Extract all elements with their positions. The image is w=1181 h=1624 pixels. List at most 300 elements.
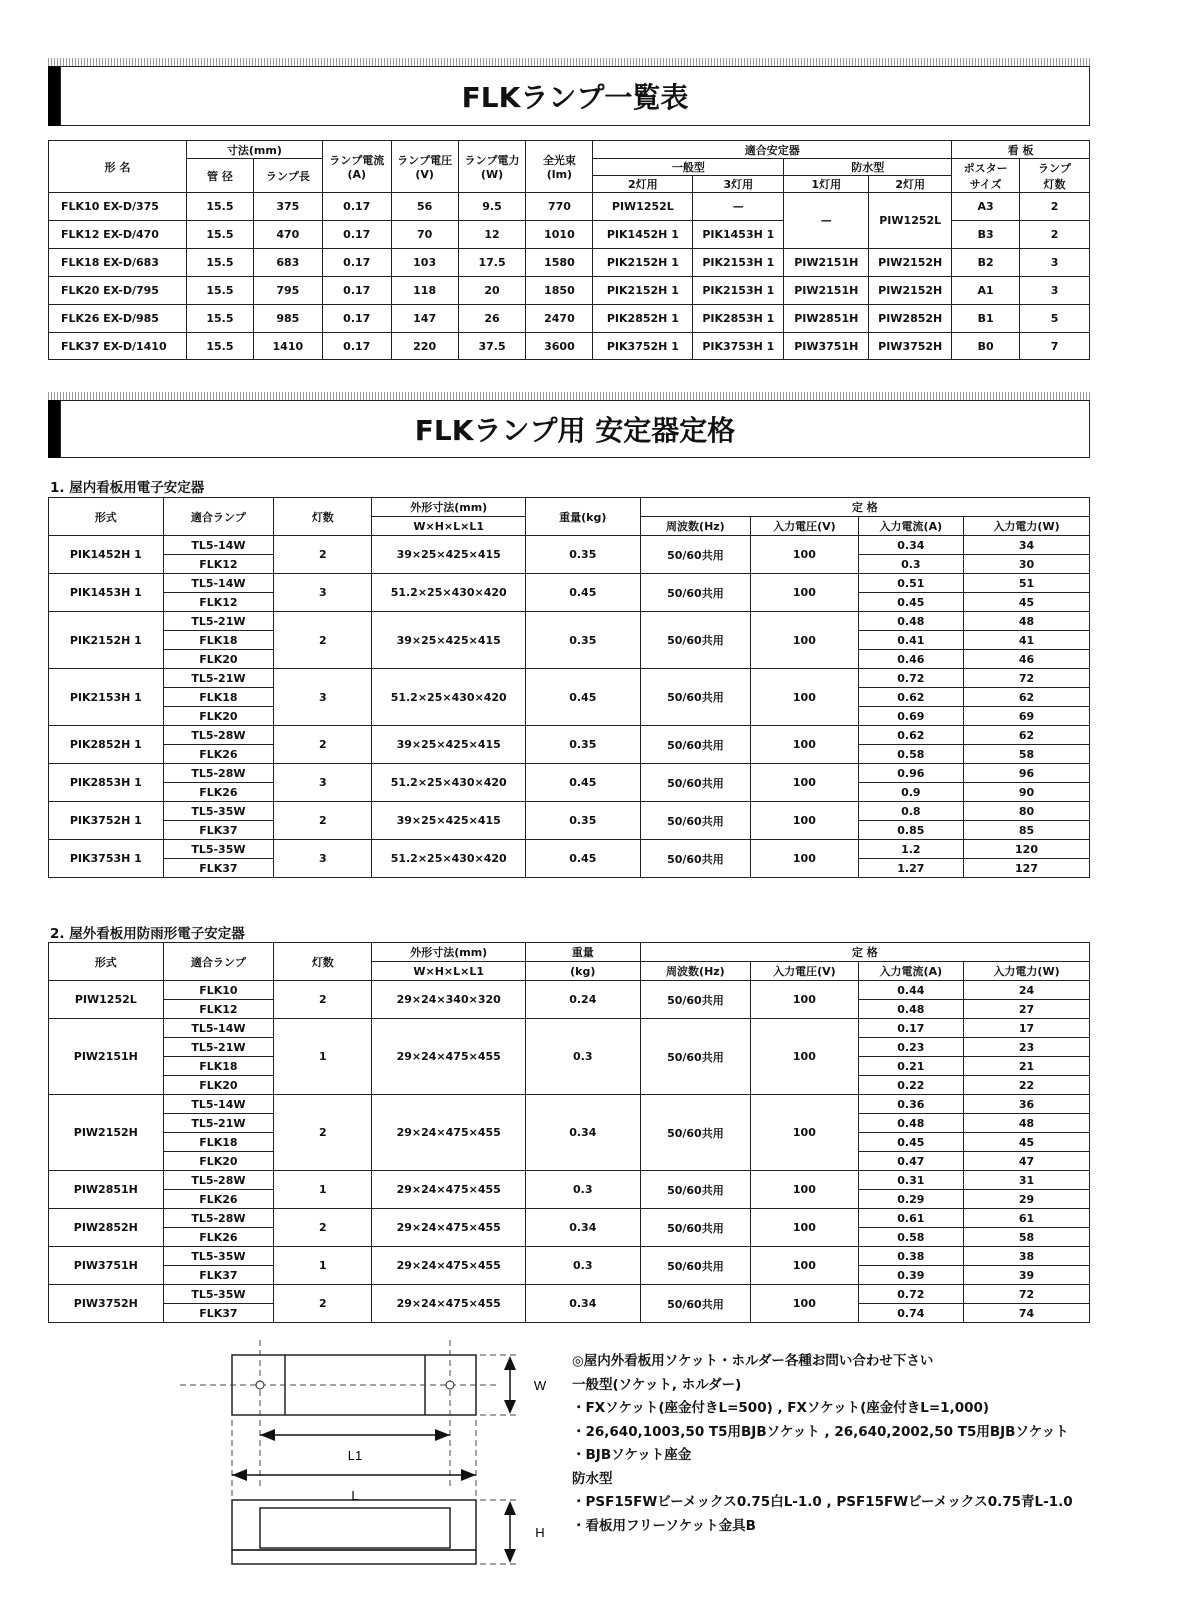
table-cell: 7 bbox=[1020, 333, 1090, 360]
table-row bbox=[49, 764, 1090, 783]
power-cell: 74 bbox=[964, 1304, 1090, 1323]
count-cell: 1 bbox=[274, 1171, 372, 1209]
power-cell: 61 bbox=[964, 1209, 1090, 1228]
table-cell: A1 bbox=[952, 277, 1020, 305]
table-cell: 2 bbox=[1020, 221, 1090, 249]
current-cell: 0.51 bbox=[858, 574, 963, 593]
model-cell: PIW2151H bbox=[49, 1019, 164, 1095]
banner-bar bbox=[48, 66, 60, 126]
freq-cell: 50/60共用 bbox=[640, 612, 751, 669]
vin-cell: 100 bbox=[751, 536, 858, 574]
note-line: ・看板用フリーソケット金具B bbox=[572, 1517, 756, 1534]
lamp-cell: TL5-21W bbox=[163, 669, 274, 688]
header-count: 灯数 bbox=[274, 498, 372, 536]
outdoor-ballast-table bbox=[48, 942, 1090, 1323]
header-vin: 入力電圧(V) bbox=[751, 517, 858, 536]
table-cell: 9.5 bbox=[458, 193, 526, 221]
vin-cell: 100 bbox=[751, 1019, 858, 1095]
lamp-cell: TL5-35W bbox=[163, 840, 274, 859]
table-row bbox=[49, 305, 1090, 333]
table-cell: A3 bbox=[952, 193, 1020, 221]
current-cell: 0.22 bbox=[858, 1076, 963, 1095]
dims-cell: 29×24×340×320 bbox=[372, 981, 526, 1019]
header-lamp: 適合ランプ bbox=[163, 498, 274, 536]
table-cell: 3 bbox=[1020, 277, 1090, 305]
current-cell: 0.45 bbox=[858, 593, 963, 612]
table-cell: PIK1452H 1 bbox=[593, 221, 693, 249]
power-cell: 23 bbox=[964, 1038, 1090, 1057]
dims-cell: 29×24×475×455 bbox=[372, 1285, 526, 1323]
power-cell: 47 bbox=[964, 1152, 1090, 1171]
lamp-cell: FLK20 bbox=[163, 650, 274, 669]
header-lumen: 全光束 (lm) bbox=[526, 141, 593, 193]
table-row bbox=[49, 1285, 1090, 1304]
model-cell: PIW3752H bbox=[49, 1285, 164, 1323]
freq-cell: 50/60共用 bbox=[640, 726, 751, 764]
count-cell: 2 bbox=[274, 981, 372, 1019]
weight-cell: 0.45 bbox=[525, 574, 640, 612]
table-row bbox=[49, 612, 1090, 631]
title-box bbox=[60, 400, 1090, 458]
count-cell: 1 bbox=[274, 1247, 372, 1285]
current-cell: 0.69 bbox=[858, 707, 963, 726]
power-cell: 17 bbox=[964, 1019, 1090, 1038]
lamp-cell: TL5-14W bbox=[163, 574, 274, 593]
header-count: 灯数 bbox=[274, 943, 372, 981]
count-cell: 2 bbox=[274, 1095, 372, 1171]
lamp-cell: FLK18 bbox=[163, 1057, 274, 1076]
table-cell: 15.5 bbox=[186, 277, 253, 305]
freq-cell: 50/60共用 bbox=[640, 574, 751, 612]
current-cell: 0.21 bbox=[858, 1057, 963, 1076]
header-iin: 入力電流(A) bbox=[858, 962, 963, 981]
model-cell: PIK1453H 1 bbox=[49, 574, 164, 612]
table-cell: PIK2153H 1 bbox=[693, 277, 784, 305]
note-line: ・FXソケット(座金付きL=500) , FXソケット(座金付きL=1,000) bbox=[572, 1400, 990, 1416]
header-iin: 入力電流(A) bbox=[858, 517, 963, 536]
table-cell: PIK3753H 1 bbox=[693, 333, 784, 360]
header-weight-unit: (kg) bbox=[525, 962, 640, 981]
count-cell: 2 bbox=[274, 1285, 372, 1323]
table-cell: PIK1453H 1 bbox=[693, 221, 784, 249]
model-cell: PIW2152H bbox=[49, 1095, 164, 1171]
table-cell: B2 bbox=[952, 249, 1020, 277]
count-cell: 2 bbox=[274, 612, 372, 669]
table-cell: PIW2152H bbox=[869, 277, 952, 305]
current-cell: 0.96 bbox=[858, 764, 963, 783]
header-2lamp-wp: 2灯用 bbox=[869, 176, 952, 193]
header-1lamp: 1灯用 bbox=[784, 176, 869, 193]
vin-cell: 100 bbox=[751, 1095, 858, 1171]
merged-cell: — bbox=[784, 193, 869, 249]
table-cell: PIK2152H 1 bbox=[593, 249, 693, 277]
table-cell: PIK2853H 1 bbox=[693, 305, 784, 333]
label-l1: L1 bbox=[347, 1448, 363, 1463]
label-h: H bbox=[535, 1525, 545, 1540]
lamp-cell: TL5-14W bbox=[163, 1095, 274, 1114]
title-box bbox=[60, 66, 1090, 126]
header-model: 形式 bbox=[49, 943, 164, 981]
dims-cell: 29×24×475×455 bbox=[372, 1095, 526, 1171]
table-cell: 15.5 bbox=[186, 221, 253, 249]
dims-cell: 39×25×425×415 bbox=[372, 612, 526, 669]
freq-cell: 50/60共用 bbox=[640, 1095, 751, 1171]
table-cell: 375 bbox=[253, 193, 322, 221]
header-current: ランプ電流 (A) bbox=[322, 141, 391, 193]
power-cell: 30 bbox=[964, 555, 1090, 574]
lamp-cell: FLK20 bbox=[163, 1152, 274, 1171]
weight-cell: 0.34 bbox=[525, 1285, 640, 1323]
table-cell: 15.5 bbox=[186, 249, 253, 277]
power-cell: 96 bbox=[964, 764, 1090, 783]
table-row bbox=[49, 333, 1090, 360]
lamp-cell: FLK26 bbox=[163, 1190, 274, 1209]
lamp-cell: FLK18 bbox=[163, 688, 274, 707]
table-cell: 56 bbox=[391, 193, 458, 221]
dims-cell: 29×24×475×455 bbox=[372, 1019, 526, 1095]
note-line: ・PSF15FWビーメックス0.75白L-1.0 , PSF15FWビーメックス0.75青L-1.0 bbox=[572, 1494, 1073, 1510]
model-cell: PIK1452H 1 bbox=[49, 536, 164, 574]
table-row bbox=[49, 1209, 1090, 1228]
dimension-diagram bbox=[180, 1340, 570, 1570]
weight-cell: 0.34 bbox=[525, 1209, 640, 1247]
current-cell: 0.8 bbox=[858, 802, 963, 821]
label-w: W bbox=[533, 1378, 547, 1393]
current-cell: 0.31 bbox=[858, 1171, 963, 1190]
dims-cell: 29×24×475×455 bbox=[372, 1209, 526, 1247]
model-cell: PIK3752H 1 bbox=[49, 802, 164, 840]
weight-cell: 0.45 bbox=[525, 764, 640, 802]
power-cell: 72 bbox=[964, 669, 1090, 688]
header-2lamp: 2灯用 bbox=[593, 176, 693, 193]
count-cell: 3 bbox=[274, 840, 372, 878]
table-cell: 3 bbox=[1020, 249, 1090, 277]
current-cell: 0.41 bbox=[858, 631, 963, 650]
header-rating: 定 格 bbox=[640, 498, 1089, 517]
header-dims: 外形寸法(mm) bbox=[372, 943, 526, 962]
dims-cell: 51.2×25×430×420 bbox=[372, 764, 526, 802]
lamp-cell: FLK18 bbox=[163, 1133, 274, 1152]
weight-cell: 0.3 bbox=[525, 1171, 640, 1209]
vin-cell: 100 bbox=[751, 1285, 858, 1323]
table-row bbox=[49, 802, 1090, 821]
merged-cell: PIW1252L bbox=[869, 193, 952, 249]
table-row bbox=[49, 981, 1090, 1000]
table-cell: 795 bbox=[253, 277, 322, 305]
current-cell: 0.48 bbox=[858, 612, 963, 631]
current-cell: 0.58 bbox=[858, 745, 963, 764]
table-cell: 15.5 bbox=[186, 305, 253, 333]
lamp-cell: FLK26 bbox=[163, 783, 274, 802]
lamp-list-table bbox=[48, 140, 1090, 360]
lamp-cell: FLK37 bbox=[163, 1304, 274, 1323]
table-row bbox=[49, 277, 1090, 305]
model-cell: PIK3753H 1 bbox=[49, 840, 164, 878]
table-cell: — bbox=[693, 193, 784, 221]
note-line: 防水型 bbox=[572, 1470, 613, 1487]
page-title-2: FLKランプ用 安定器定格 bbox=[414, 414, 736, 447]
banner-bar bbox=[48, 400, 60, 458]
header-count: ランプ 灯数 bbox=[1020, 159, 1090, 193]
lamp-name-cell: FLK18 EX-D/683 bbox=[49, 249, 187, 277]
current-cell: 1.2 bbox=[858, 840, 963, 859]
table-cell: PIK2852H 1 bbox=[593, 305, 693, 333]
header-weight: 重量 bbox=[525, 943, 640, 962]
table-cell: 26 bbox=[458, 305, 526, 333]
header-dimensions: 寸法(mm) bbox=[186, 141, 322, 159]
table-cell: 683 bbox=[253, 249, 322, 277]
indoor-ballast-table bbox=[48, 497, 1090, 878]
header-dims-sub: W×H×L×L1 bbox=[372, 962, 526, 981]
table-cell: 985 bbox=[253, 305, 322, 333]
dims-cell: 51.2×25×430×420 bbox=[372, 669, 526, 726]
label-l: L bbox=[351, 1488, 359, 1503]
lamp-cell: FLK26 bbox=[163, 1228, 274, 1247]
table-row bbox=[49, 574, 1090, 593]
current-cell: 0.72 bbox=[858, 1285, 963, 1304]
current-cell: 0.23 bbox=[858, 1038, 963, 1057]
table-cell: 17.5 bbox=[458, 249, 526, 277]
freq-cell: 50/60共用 bbox=[640, 1019, 751, 1095]
lamp-cell: FLK12 bbox=[163, 555, 274, 574]
power-cell: 48 bbox=[964, 612, 1090, 631]
header-model: 形式 bbox=[49, 498, 164, 536]
power-cell: 62 bbox=[964, 688, 1090, 707]
header-tube: 管 径 bbox=[186, 159, 253, 193]
power-cell: 48 bbox=[964, 1114, 1090, 1133]
power-cell: 21 bbox=[964, 1057, 1090, 1076]
freq-cell: 50/60共用 bbox=[640, 1171, 751, 1209]
weight-cell: 0.35 bbox=[525, 802, 640, 840]
table-cell: PIW3752H bbox=[869, 333, 952, 360]
table-cell: 118 bbox=[391, 277, 458, 305]
count-cell: 1 bbox=[274, 1019, 372, 1095]
weight-cell: 0.3 bbox=[525, 1247, 640, 1285]
table-cell: 15.5 bbox=[186, 193, 253, 221]
current-cell: 0.29 bbox=[858, 1190, 963, 1209]
table-cell: 0.17 bbox=[322, 305, 391, 333]
vin-cell: 100 bbox=[751, 1209, 858, 1247]
header-row bbox=[49, 498, 1090, 517]
table-row bbox=[49, 1247, 1090, 1266]
current-cell: 0.3 bbox=[858, 555, 963, 574]
model-cell: PIK2853H 1 bbox=[49, 764, 164, 802]
freq-cell: 50/60共用 bbox=[640, 1209, 751, 1247]
power-cell: 29 bbox=[964, 1190, 1090, 1209]
table-cell: PIW2852H bbox=[869, 305, 952, 333]
lamp-cell: TL5-35W bbox=[163, 802, 274, 821]
current-cell: 0.38 bbox=[858, 1247, 963, 1266]
table-cell: 1410 bbox=[253, 333, 322, 360]
table-cell: 770 bbox=[526, 193, 593, 221]
model-cell: PIW2851H bbox=[49, 1171, 164, 1209]
lamp-cell: FLK20 bbox=[163, 1076, 274, 1095]
table-cell: PIW3751H bbox=[784, 333, 869, 360]
power-cell: 45 bbox=[964, 1133, 1090, 1152]
power-cell: 85 bbox=[964, 821, 1090, 840]
current-cell: 0.36 bbox=[858, 1095, 963, 1114]
table-cell: 3600 bbox=[526, 333, 593, 360]
current-cell: 0.9 bbox=[858, 783, 963, 802]
vin-cell: 100 bbox=[751, 1247, 858, 1285]
lamp-name-cell: FLK26 EX-D/985 bbox=[49, 305, 187, 333]
section-heading-indoor: 1. 屋内看板用電子安定器 bbox=[50, 480, 205, 496]
table-cell: 1850 bbox=[526, 277, 593, 305]
lamp-cell: TL5-21W bbox=[163, 1114, 274, 1133]
lamp-cell: TL5-28W bbox=[163, 764, 274, 783]
header-ballast: 適合安定器 bbox=[593, 141, 952, 159]
power-cell: 69 bbox=[964, 707, 1090, 726]
power-cell: 36 bbox=[964, 1095, 1090, 1114]
header-power: ランプ電力 (W) bbox=[458, 141, 526, 193]
table-row bbox=[49, 536, 1090, 555]
current-cell: 0.17 bbox=[858, 1019, 963, 1038]
table-cell: PIW2151H bbox=[784, 277, 869, 305]
current-cell: 0.34 bbox=[858, 536, 963, 555]
lamp-cell: TL5-21W bbox=[163, 1038, 274, 1057]
count-cell: 2 bbox=[274, 802, 372, 840]
table-cell: 0.17 bbox=[322, 221, 391, 249]
count-cell: 2 bbox=[274, 1209, 372, 1247]
freq-cell: 50/60共用 bbox=[640, 764, 751, 802]
table-row bbox=[49, 1095, 1090, 1114]
lamp-cell: FLK10 bbox=[163, 981, 274, 1000]
model-cell: PIK2152H 1 bbox=[49, 612, 164, 669]
lamp-cell: FLK18 bbox=[163, 631, 274, 650]
table-cell: PIK2152H 1 bbox=[593, 277, 693, 305]
power-cell: 62 bbox=[964, 726, 1090, 745]
current-cell: 0.62 bbox=[858, 726, 963, 745]
lamp-cell: FLK37 bbox=[163, 859, 274, 878]
header-waterproof: 防水型 bbox=[784, 159, 952, 176]
power-cell: 24 bbox=[964, 981, 1090, 1000]
header-row bbox=[49, 141, 1090, 159]
power-cell: 31 bbox=[964, 1171, 1090, 1190]
header-lamp: 適合ランプ bbox=[163, 943, 274, 981]
current-cell: 0.44 bbox=[858, 981, 963, 1000]
weight-cell: 0.34 bbox=[525, 1095, 640, 1171]
table-row bbox=[49, 249, 1090, 277]
freq-cell: 50/60共用 bbox=[640, 802, 751, 840]
current-cell: 0.72 bbox=[858, 669, 963, 688]
page-title-1: FLKランプ一覧表 bbox=[461, 81, 689, 114]
header-poster: ポスター サイズ bbox=[952, 159, 1020, 193]
header-freq: 周波数(Hz) bbox=[640, 517, 751, 536]
table-cell: PIW2151H bbox=[784, 249, 869, 277]
table-cell: 220 bbox=[391, 333, 458, 360]
freq-cell: 50/60共用 bbox=[640, 669, 751, 726]
header-dims-sub: W×H×L×L1 bbox=[372, 517, 526, 536]
power-cell: 120 bbox=[964, 840, 1090, 859]
lamp-name-cell: FLK10 EX-D/375 bbox=[49, 193, 187, 221]
power-cell: 58 bbox=[964, 745, 1090, 764]
lamp-cell: FLK37 bbox=[163, 1266, 274, 1285]
lamp-name-cell: FLK20 EX-D/795 bbox=[49, 277, 187, 305]
dims-cell: 51.2×25×430×420 bbox=[372, 840, 526, 878]
count-cell: 2 bbox=[274, 536, 372, 574]
table-cell: 1010 bbox=[526, 221, 593, 249]
weight-cell: 0.45 bbox=[525, 840, 640, 878]
socket-notes bbox=[572, 1350, 1073, 1538]
table-cell: PIK3752H 1 bbox=[593, 333, 693, 360]
table-row bbox=[49, 726, 1090, 745]
current-cell: 0.48 bbox=[858, 1114, 963, 1133]
current-cell: 0.85 bbox=[858, 821, 963, 840]
power-cell: 27 bbox=[964, 1000, 1090, 1019]
table-cell: 0.17 bbox=[322, 333, 391, 360]
power-cell: 22 bbox=[964, 1076, 1090, 1095]
lamp-cell: TL5-14W bbox=[163, 536, 274, 555]
table-cell: 5 bbox=[1020, 305, 1090, 333]
dims-cell: 51.2×25×430×420 bbox=[372, 574, 526, 612]
lamp-cell: TL5-28W bbox=[163, 1209, 274, 1228]
weight-cell: 0.35 bbox=[525, 536, 640, 574]
lamp-cell: TL5-35W bbox=[163, 1247, 274, 1266]
model-cell: PIW3751H bbox=[49, 1247, 164, 1285]
freq-cell: 50/60共用 bbox=[640, 536, 751, 574]
header-row bbox=[49, 943, 1090, 962]
table-cell: PIW1252L bbox=[593, 193, 693, 221]
note-line: ・BJBソケット座金 bbox=[572, 1447, 692, 1463]
header-weight: 重量(kg) bbox=[525, 498, 640, 536]
model-cell: PIK2852H 1 bbox=[49, 726, 164, 764]
vin-cell: 100 bbox=[751, 726, 858, 764]
vin-cell: 100 bbox=[751, 802, 858, 840]
table-cell: PIW2851H bbox=[784, 305, 869, 333]
table-row bbox=[49, 1019, 1090, 1038]
title-banner-1 bbox=[48, 58, 1090, 126]
current-cell: 0.58 bbox=[858, 1228, 963, 1247]
note-line: 一般型(ソケット, ホルダー) bbox=[572, 1376, 742, 1393]
dims-cell: 29×24×475×455 bbox=[372, 1247, 526, 1285]
current-cell: 1.27 bbox=[858, 859, 963, 878]
current-cell: 0.39 bbox=[858, 1266, 963, 1285]
power-cell: 41 bbox=[964, 631, 1090, 650]
table-cell: 147 bbox=[391, 305, 458, 333]
current-cell: 0.74 bbox=[858, 1304, 963, 1323]
table-cell: 0.17 bbox=[322, 193, 391, 221]
lamp-cell: TL5-14W bbox=[163, 1019, 274, 1038]
vin-cell: 100 bbox=[751, 574, 858, 612]
lamp-name-cell: FLK37 EX-D/1410 bbox=[49, 333, 187, 360]
current-cell: 0.48 bbox=[858, 1000, 963, 1019]
table-cell: 20 bbox=[458, 277, 526, 305]
header-dims: 外形寸法(mm) bbox=[372, 498, 526, 517]
vin-cell: 100 bbox=[751, 1171, 858, 1209]
table-row bbox=[49, 193, 1090, 221]
table-cell: 0.17 bbox=[322, 249, 391, 277]
section-heading-outdoor: 2. 屋外看板用防雨形電子安定器 bbox=[50, 926, 245, 942]
current-cell: 0.47 bbox=[858, 1152, 963, 1171]
dims-cell: 39×25×425×415 bbox=[372, 802, 526, 840]
table-cell: B1 bbox=[952, 305, 1020, 333]
header-3lamp: 3灯用 bbox=[693, 176, 784, 193]
count-cell: 3 bbox=[274, 574, 372, 612]
header-length: ランプ長 bbox=[253, 159, 322, 193]
table-cell: B3 bbox=[952, 221, 1020, 249]
table-cell: 12 bbox=[458, 221, 526, 249]
table-cell: PIW2152H bbox=[869, 249, 952, 277]
lamp-name-cell: FLK12 EX-D/470 bbox=[49, 221, 187, 249]
current-cell: 0.46 bbox=[858, 650, 963, 669]
current-cell: 0.62 bbox=[858, 688, 963, 707]
model-cell: PIW1252L bbox=[49, 981, 164, 1019]
table-cell: B0 bbox=[952, 333, 1020, 360]
lamp-cell: TL5-28W bbox=[163, 726, 274, 745]
power-cell: 58 bbox=[964, 1228, 1090, 1247]
table-cell: 0.17 bbox=[322, 277, 391, 305]
header-general: 一般型 bbox=[593, 159, 784, 176]
